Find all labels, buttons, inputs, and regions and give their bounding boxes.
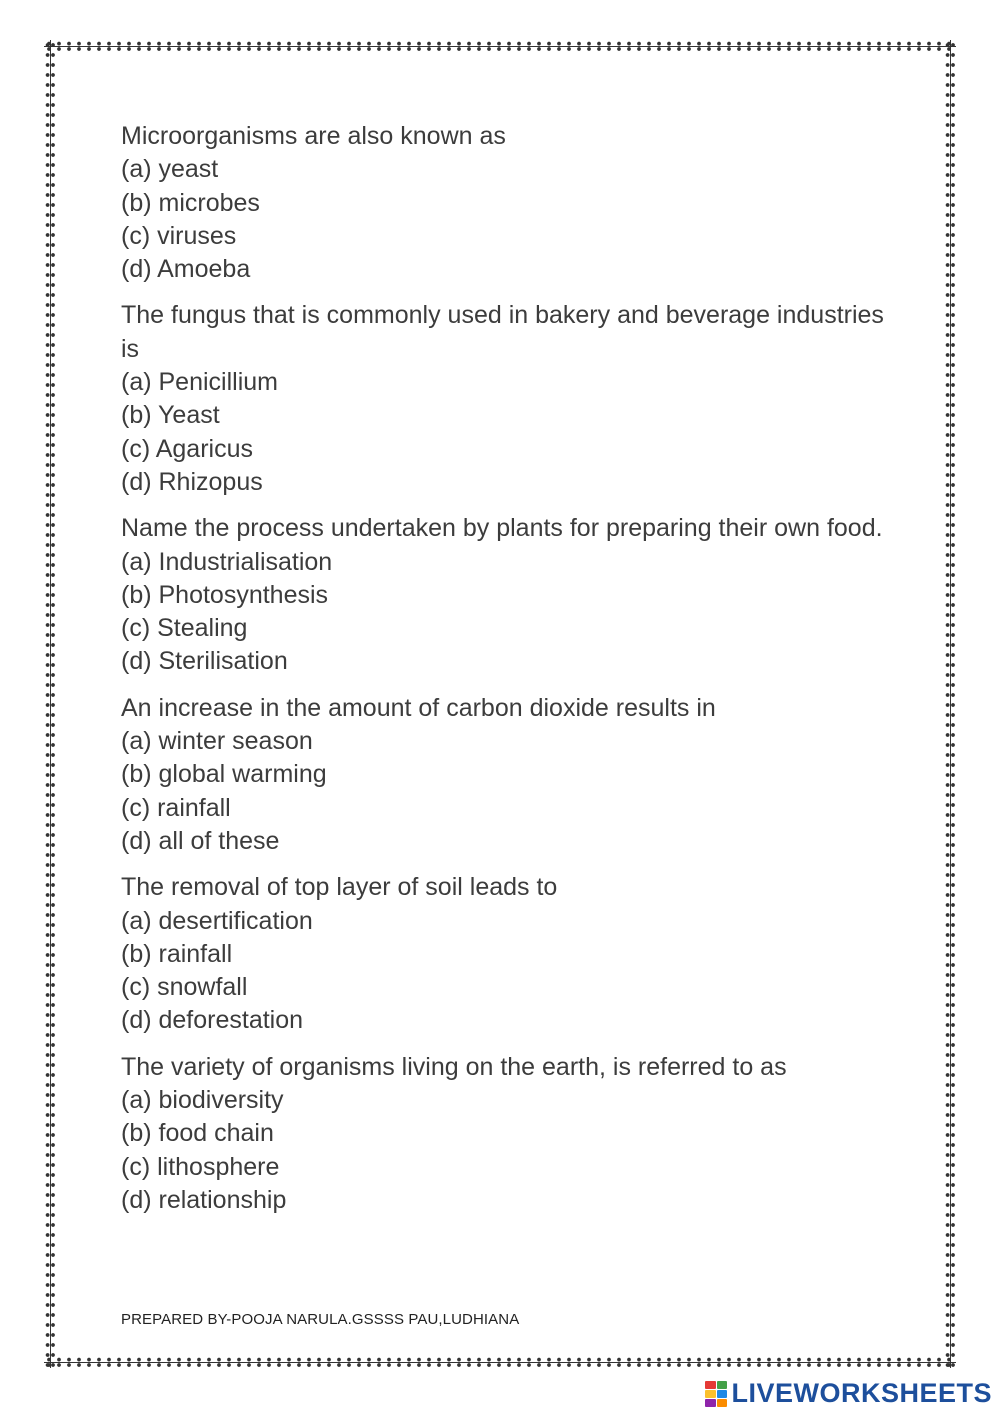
option-item: (c) rainfall	[121, 793, 231, 822]
question-text: An increase in the amount of carbon dioxide results in	[121, 693, 716, 722]
question-text: The removal of top layer of soil leads to	[121, 873, 558, 902]
option-list	[121, 1084, 901, 1217]
option-item: (b) global warming	[121, 760, 327, 789]
footer-credit: PREPARED BY-POOJA NARULA.GSSSS PAU,LUDHIANA	[121, 1311, 520, 1328]
question-text: The variety of organisms living on the earth, is referred to as	[121, 1052, 787, 1081]
question-block	[121, 299, 901, 499]
logo-tile	[705, 1381, 716, 1389]
option-item: (d) deforestation	[121, 1006, 304, 1035]
option-item: (a) desertification	[121, 906, 313, 935]
liveworksheets-brand[interactable]	[705, 1378, 992, 1409]
question-text: Name the process undertaken by plants for preparing their own food.	[121, 514, 883, 543]
option-list	[121, 153, 901, 286]
option-list	[121, 905, 901, 1038]
option-item: (a) Penicillium	[121, 368, 278, 397]
option-list	[121, 366, 901, 499]
border-left	[44, 40, 56, 1368]
option-item: (c) snowfall	[121, 973, 248, 1002]
option-item: (b) microbes	[121, 188, 260, 217]
logo-tile	[717, 1399, 728, 1407]
logo-tile	[717, 1390, 728, 1398]
question-block	[121, 692, 901, 858]
option-item: (d) relationship	[121, 1185, 287, 1214]
border-top	[44, 40, 956, 52]
liveworksheets-logo-icon	[705, 1381, 727, 1407]
option-item: (d) Sterilisation	[121, 647, 288, 676]
option-item: (c) lithosphere	[121, 1152, 280, 1181]
option-item: (d) Rhizopus	[121, 467, 263, 496]
option-item: (a) yeast	[121, 155, 219, 184]
logo-tile	[717, 1381, 728, 1389]
option-item: (a) biodiversity	[121, 1086, 284, 1115]
option-item: (b) Photosynthesis	[121, 580, 329, 609]
option-item: (c) Agaricus	[121, 434, 253, 463]
question-block	[121, 512, 901, 678]
option-item: (b) rainfall	[121, 939, 233, 968]
question-text: The fungus that is commonly used in bakery and beverage industries is	[121, 301, 884, 363]
border-right	[944, 40, 956, 1368]
question-block	[121, 871, 901, 1037]
option-item: (d) all of these	[121, 826, 280, 855]
option-list	[121, 546, 901, 679]
option-item: (a) winter season	[121, 727, 313, 756]
option-item: (b) food chain	[121, 1119, 274, 1148]
border-bottom	[44, 1356, 956, 1368]
option-item: (c) Stealing	[121, 614, 248, 643]
option-item: (d) Amoeba	[121, 255, 251, 284]
option-item: (c) viruses	[121, 221, 237, 250]
worksheet-content	[121, 120, 901, 1230]
option-list	[121, 725, 901, 858]
question-text: Microorganisms are also known as	[121, 122, 506, 150]
option-item: (a) Industrialisation	[121, 547, 333, 576]
option-item: (b) Yeast	[121, 401, 220, 430]
logo-tile	[705, 1399, 716, 1407]
logo-tile	[705, 1390, 716, 1398]
question-block	[121, 120, 901, 286]
question-block	[121, 1051, 901, 1217]
brand-name: LIVEWORKSHEETS	[731, 1378, 992, 1408]
